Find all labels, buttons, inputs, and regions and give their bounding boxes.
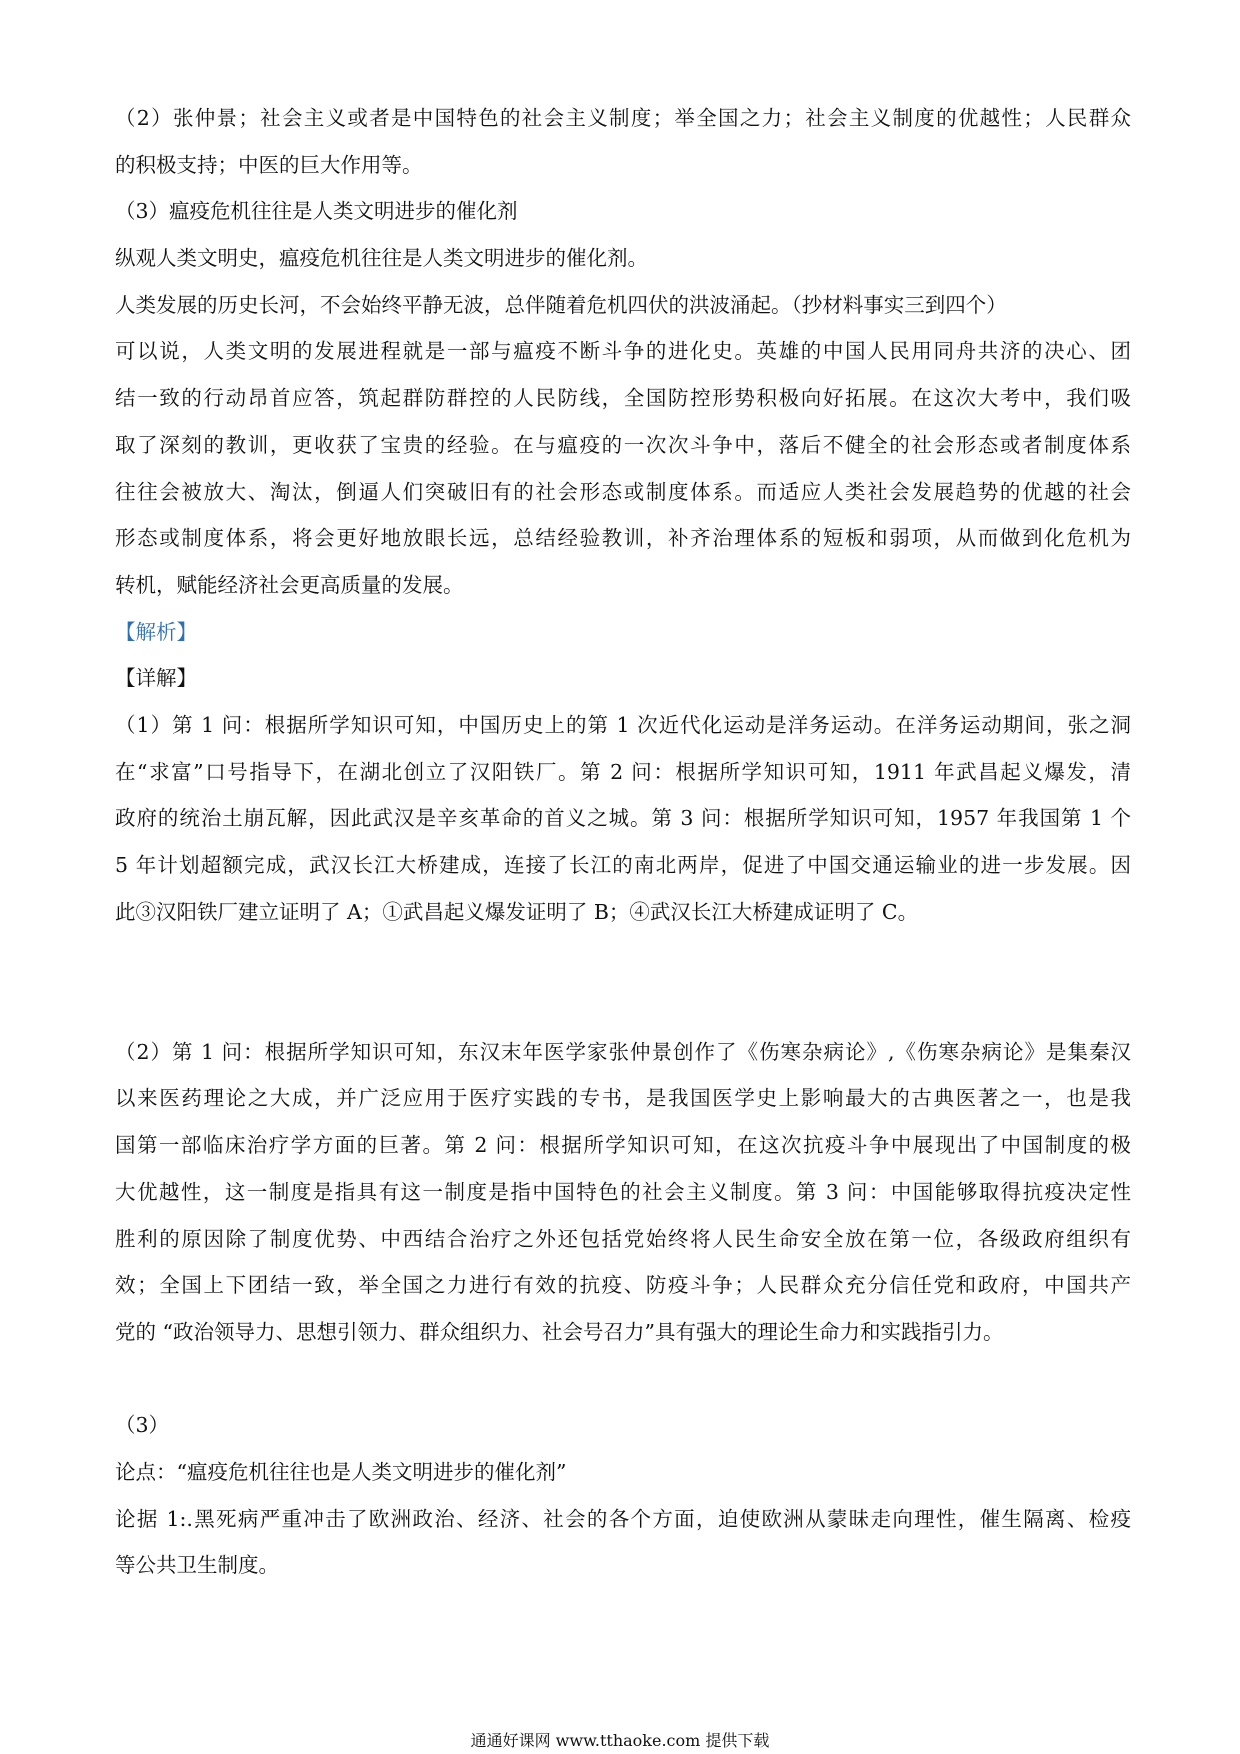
text-line: 人类发展的历史长河，不会始终平静无波，总伴随着危机四伏的洪波涌起。（抄材料事实三到四个） xyxy=(115,292,1007,317)
text-line: 转机，赋能经济社会更高质量的发展。 xyxy=(115,572,464,597)
text-line: 纵观人类文明史，瘟疫危机往往是人类文明进步的催化剂。 xyxy=(115,246,648,271)
text-line: 5 年计划超额完成，武汉长江大桥建成，连接了长江的南北两岸，促进了中国交通运输业的进一步发展。因 xyxy=(115,853,1131,877)
paragraph xyxy=(115,235,1131,282)
paragraph xyxy=(115,1496,1131,1589)
text-line: 胜利的原因除了制度优势、中西结合治疗之外还包括党始终将人民生命安全放在第一位，各级政府组织有 xyxy=(115,1226,1131,1251)
text-line: （3）瘟疫危机往往是人类文明进步的催化剂 xyxy=(115,199,518,224)
paragraph xyxy=(115,328,1131,608)
text-line: 党的 “政治领导力、思想引领力、群众组织力、社会号召力”具有强大的理论生命力和实践指引力。 xyxy=(115,1319,1004,1344)
text-line: 形态或制度体系，将会更好地放眼长远，总结经验教训，补齐治理体系的短板和弱项，从而做到化危机为 xyxy=(115,526,1131,551)
paragraph xyxy=(115,655,1131,702)
text-line: （2）第 1 问：根据所学知识可知，东汉末年医学家张仲景创作了《伤寒杂病论》,《伤寒杂病论》是集秦汉 xyxy=(115,1039,1131,1064)
text-line: 可以说，人类文明的发展进程就是一部与瘟疫不断斗争的进化史。英雄的中国人民用同舟共济的决心、团 xyxy=(115,339,1131,364)
paragraph xyxy=(115,188,1131,235)
paragraph xyxy=(115,1449,1131,1496)
text-line: 论点：“瘟疫危机往往也是人类文明进步的催化剂” xyxy=(115,1459,567,1484)
paragraph xyxy=(115,702,1131,1029)
text-line: 此③汉阳铁厂建立证明了 A；①武昌起义爆发证明了 B；④武汉长江大桥建成证明了 C。 xyxy=(115,899,919,924)
text-line: 在“求富”口号指导下，在湖北创立了汉阳铁厂。第 2 问：根据所学知识可知，1911 年武昌起义爆发，清 xyxy=(115,759,1131,784)
document-body xyxy=(115,95,1131,1589)
text-line: 【解析】 xyxy=(115,619,197,644)
text-line: 等公共卫生制度。 xyxy=(115,1553,279,1578)
text-line: 大优越性，这一制度是指具有这一制度是指中国特色的社会主义制度。第 3 问：中国能够取得抗疫决定性 xyxy=(115,1179,1131,1204)
blank-line xyxy=(115,1356,1131,1403)
text-line: 论据 1:.黑死病严重冲击了欧洲政治、经济、社会的各个方面，迫使欧洲从蒙昧走向理性，催生隔离、检疫 xyxy=(115,1506,1131,1531)
text-line: 结一致的行动昂首应答，筑起群防群控的人民防线，全国防控形势积极向好拓展。在这次大考中，我们吸 xyxy=(115,386,1131,411)
text-line: 政府的统治土崩瓦解，因此武汉是辛亥革命的首义之城。第 3 问：根据所学知识可知，1957 年我国第 1 个 xyxy=(115,806,1131,831)
text-line: 以来医药理论之大成，并广泛应用于医疗实践的专书，是我国医学史上影响最大的古典医著之一，也是我 xyxy=(115,1086,1131,1111)
page-footer: 通通好课网 www.tthaoke.com 提供下载 xyxy=(470,1731,770,1750)
paragraph xyxy=(115,282,1131,329)
text-line: 的积极支持；中医的巨大作用等。 xyxy=(115,152,423,177)
blank-line xyxy=(115,982,1131,1029)
text-line: （1）第 1 问：根据所学知识可知，中国历史上的第 1 次近代化运动是洋务运动。在洋务运动期间，张之洞 xyxy=(115,712,1131,737)
paragraph xyxy=(115,95,1131,188)
paragraph xyxy=(115,1029,1131,1403)
text-line: 国第一部临床治疗学方面的巨著。第 2 问：根据所学知识可知，在这次抗疫斗争中展现出了中国制度的极 xyxy=(115,1133,1131,1158)
text-line: 【详解】 xyxy=(115,666,197,691)
blank-line xyxy=(115,935,1131,982)
text-line: 往往会被放大、淘汰，倒逼人们突破旧有的社会形态或制度体系。而适应人类社会发展趋势的优越的社会 xyxy=(115,479,1131,504)
section-heading xyxy=(115,609,1131,656)
paragraph xyxy=(115,1402,1131,1449)
text-line: 效；全国上下团结一致，举全国之力进行有效的抗疫、防疫斗争；人民群众充分信任党和政府，中国共产 xyxy=(115,1273,1131,1298)
text-line: （3） xyxy=(115,1413,170,1438)
text-line: 取了深刻的教训，更收获了宝贵的经验。在与瘟疫的一次次斗争中，落后不健全的社会形态或者制度体系 xyxy=(115,432,1131,457)
text-line: （2）张仲景；社会主义或者是中国特色的社会主义制度；举全国之力；社会主义制度的优越性；人民群众 xyxy=(115,106,1131,130)
